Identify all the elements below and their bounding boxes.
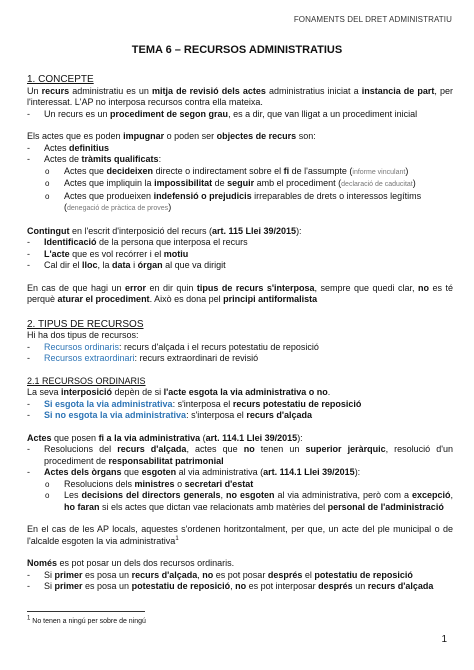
list-item: - L'acte que es vol recórrer i el motiu bbox=[27, 248, 189, 259]
sub-list-item: o Actes que impliquin la impossibilitat de seguir amb el procediment (declaració de caducitat) bbox=[45, 178, 416, 188]
list-item: - Recursos ordinaris: recurs d'alçada i el recurs potestatiu de reposició bbox=[27, 341, 319, 352]
sub-list-item: o Actes que produeixen indefensió o prejudicis irreparables de drets o interessos legítims (denegació de pràctica de proves) bbox=[45, 190, 422, 212]
list-item: - Actes de tràmits qualificats: bbox=[27, 154, 162, 164]
section-heading-ordinaris: 2.1 RECURSOS ORDINARIS bbox=[27, 375, 146, 386]
list-item: - Recursos extraordinari: recurs extraordinari de revisió bbox=[27, 353, 259, 363]
paragraph-types-intro: Hi ha dos tipus de recursos: bbox=[27, 330, 139, 340]
footnote: $^1$ No tenen a ningú per sobre de ningú bbox=[27, 615, 146, 625]
sub-list-item: o Actes que decideixen directe o indirectament sobre el fi de l'assumpte (informe vinculant) bbox=[45, 165, 409, 176]
list-item: - Si primer es posa un recurs d'alçada, no es pot posar després el potestatiu de reposició bbox=[27, 569, 413, 580]
paragraph-interposicio: La seva interposició depèn de si l'acte esgota la via administrativa o no. bbox=[27, 387, 331, 397]
paragraph-antiformalism: En cas de que hagi un error en dir quin tipus de recurs s'interposa, sempre que quedi clar, no es té perquè aturar el procediment. Això es dona pel principi antiformalista bbox=[27, 282, 453, 304]
list-item: - Actes dels òrgans que esgoten al via administrativa (art. 114.1 Llei 39/2015): bbox=[27, 467, 361, 477]
paragraph-local-ap: En el cas de les AP locals, aquestes s'ordenen horitzontalment, per que, un acte del ple municipal o de l'alcalde esgoten la via administrativa$^1$ bbox=[27, 524, 453, 546]
section-heading-concepte: 1. CONCEPTE bbox=[27, 74, 94, 85]
paragraph-concept-definition: Un recurs administratiu es un mitja de revisió dels actes administratius iniciat a instancia de part, per l'interessat. L'AP no interposa recursos contra ella mateixa. bbox=[27, 85, 453, 107]
section-heading-tipus: 2. TIPUS DE RECURSOS bbox=[27, 318, 144, 330]
sub-list-item: o Resolucions dels ministres o secretari d'estat bbox=[45, 478, 254, 489]
page-number: 1 bbox=[441, 634, 447, 645]
paragraph-only-one: Només es pot posar un dels dos recursos ordinaris. bbox=[27, 558, 235, 568]
page-title: TEMA 6 – RECURSOS ADMINISTRATIUS bbox=[131, 44, 343, 56]
list-item: - Resolucions del recurs d'alçada, actes que no tenen un superior jeràrquic, resolució d'un procediment de responsabilitat patrimonial bbox=[27, 444, 453, 466]
list-item: - Identificació de la persona que interposa el recurs bbox=[27, 237, 248, 247]
list-item: - Cal dir el lloc, la data i órgan al que va dirigit bbox=[27, 260, 226, 270]
list-item: - Si primer es posa un potestatiu de reposició, no es pot interposar després un recurs d'alçada bbox=[27, 581, 434, 591]
footnote-ref[interactable]: 1 bbox=[175, 535, 179, 542]
sub-list-item: o Les decisions del directors generals, no esgoten al via administrativa, però com a excepció, ho faran si els actes que dictan vae relacionats amb matèries del personal de l'administració bbox=[45, 490, 453, 512]
paragraph-impugnable-acts: Els actes que es poden impugnar o poden ser objectes de recurs son: bbox=[27, 131, 316, 141]
paragraph-end-admin-path: Actes que posen fi a la via administrativa (art. 114.1 Llei 39/2015): bbox=[27, 432, 303, 443]
document-body bbox=[27, 72, 453, 593]
running-header: FONAMENTS DEL DRET ADMINISTRATIU bbox=[293, 15, 452, 24]
paragraph-contingut: Contingut en l'escrit d'interposició del recurs (art. 115 Llei 39/2015): bbox=[27, 225, 302, 236]
list-item: - Si esgota la via administrativa: s'interposa el recurs potestatiu de reposició bbox=[27, 398, 362, 409]
list-item: - Actes definitius bbox=[27, 142, 110, 153]
footnote-divider bbox=[27, 611, 145, 612]
list-item: - Si no esgota la via administrativa: s'interposa el recurs d'alçada bbox=[27, 410, 312, 420]
list-item: - Un recurs es un procediment de segon grau, es a dir, que van lligat a un procediment inicial bbox=[27, 108, 418, 119]
